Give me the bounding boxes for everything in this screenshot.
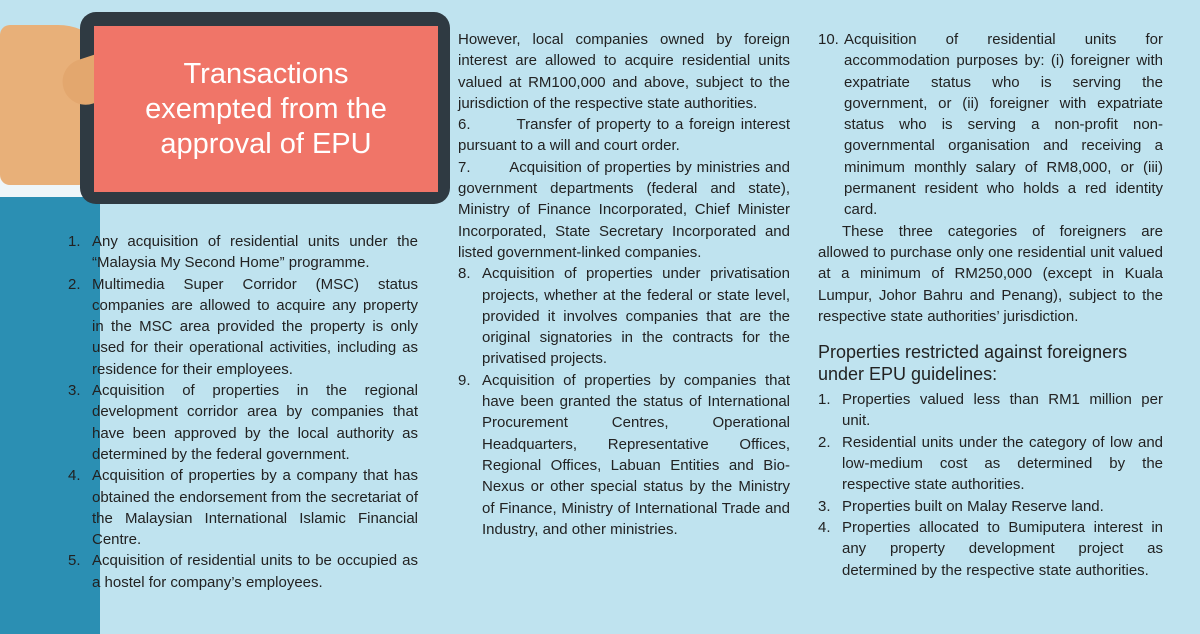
list-item bbox=[818, 517, 1163, 581]
item-text: Properties allocated to Bumiputera interest in any property development project as determined by the respective state authorities. bbox=[842, 518, 1163, 579]
column-1 bbox=[68, 231, 418, 593]
item-text: Properties valued less than RM1 million per unit. bbox=[842, 391, 1163, 430]
item-text: Multimedia Super Corridor (MSC) status companies are allowed to acquire any property in the MSC area provided the property is only used for their operational activities, including as residence for their employees. bbox=[92, 275, 418, 378]
item-number: 3. bbox=[818, 497, 831, 515]
item-number: 2. bbox=[818, 433, 831, 451]
list-item bbox=[68, 465, 418, 550]
tablet-screen bbox=[94, 26, 438, 192]
item-text: Acquisition of properties under privatisation projects, whether at the federal or state level, provided it involves companies that are the original signatories in the contracts for the privatised projects. bbox=[482, 265, 790, 368]
column-3 bbox=[818, 29, 1163, 581]
intro-paragraph: However, local companies owned by foreign interest are allowed to acquire residential units valued at RM100,000 and above, subject to the jurisdiction of the respective state authorities. bbox=[458, 31, 790, 112]
item-number: 1. bbox=[68, 233, 81, 250]
item-number: 1. bbox=[818, 391, 831, 409]
list-item-10 bbox=[818, 29, 1163, 221]
item-number: 4. bbox=[818, 518, 831, 536]
list-item bbox=[68, 231, 418, 274]
list-item bbox=[68, 380, 418, 465]
section-heading: Properties restricted against foreigners under EPU guidelines: bbox=[818, 342, 1128, 385]
item-number: 4. bbox=[68, 467, 81, 485]
item-number: 2. bbox=[68, 275, 81, 293]
item-number: 9. bbox=[458, 371, 471, 389]
list-item bbox=[818, 389, 1163, 432]
item-text: Any acquisition of residential units under the “Malaysia My Second Home” programme. bbox=[92, 233, 418, 272]
item-number: 5. bbox=[68, 552, 81, 570]
item-number: 8. bbox=[458, 265, 471, 283]
list-item bbox=[68, 550, 418, 593]
item-number: 3. bbox=[68, 382, 81, 400]
item-text: Acquisition of residential units to be occupied as a hostel for company’s employees. bbox=[92, 552, 418, 591]
column-2 bbox=[458, 29, 795, 540]
item-text: Acquisition of properties in the regional development corridor area by companies that have been approved by the local authority as determined by the federal government. bbox=[92, 382, 418, 463]
item-number: 10. bbox=[818, 31, 839, 48]
card-title: Transactions exempted from the approval of EPU bbox=[145, 57, 387, 160]
item-text: Properties built on Malay Reserve land. bbox=[842, 497, 1104, 515]
list-item bbox=[818, 496, 1163, 517]
list-item bbox=[818, 432, 1163, 496]
item-text: Acquisition of residential units for accommodation purposes by: (i) foreigner with expatriate status who is serving the government, or (ii) foreigner with expatriate status who is serving a non-profit non-governmental organisation and receiving a minimum monthly salary of RM8,000, or (iii) permanent resident who holds a red identity card. bbox=[844, 31, 1163, 219]
list-item bbox=[68, 274, 418, 380]
list-item bbox=[458, 370, 790, 540]
item-text: Acquisition of properties by a company that has obtained the endorsement from the secretariat of the Malaysian International Islamic Financial Centre. bbox=[92, 467, 418, 549]
paragraph: These three categories of foreigners are allowed to purchase only one residential unit valued at a minimum of RM250,000 (except in Kuala Lumpur, Johor Bahru and Penang), subject to the respective state authorities’ jurisdiction. bbox=[818, 222, 1163, 325]
list-item bbox=[458, 263, 790, 369]
list-item-6: 6. Transfer of property to a foreign interest pursuant to a will and court order. bbox=[458, 116, 795, 155]
list-item-7: 7. Acquisition of properties by ministries and government departments (federal and state), Ministry of Finance Incorporated, Chief Minister Incorporated, State Secretary Incorporated and listed government-linked companies. bbox=[458, 158, 795, 261]
item-text: Acquisition of properties by companies that have been granted the status of International Procurement Centres, Operational Headquarters, Representative Offices, Regional Offices, Labuan Entities and Bio-Nexus or other special status by the Ministry of Finance, Ministry of International Trade and Industry, and other ministries. bbox=[482, 371, 790, 538]
item-text: Residential units under the category of low and low-medium cost as determined by the respective state authorities. bbox=[842, 433, 1163, 494]
